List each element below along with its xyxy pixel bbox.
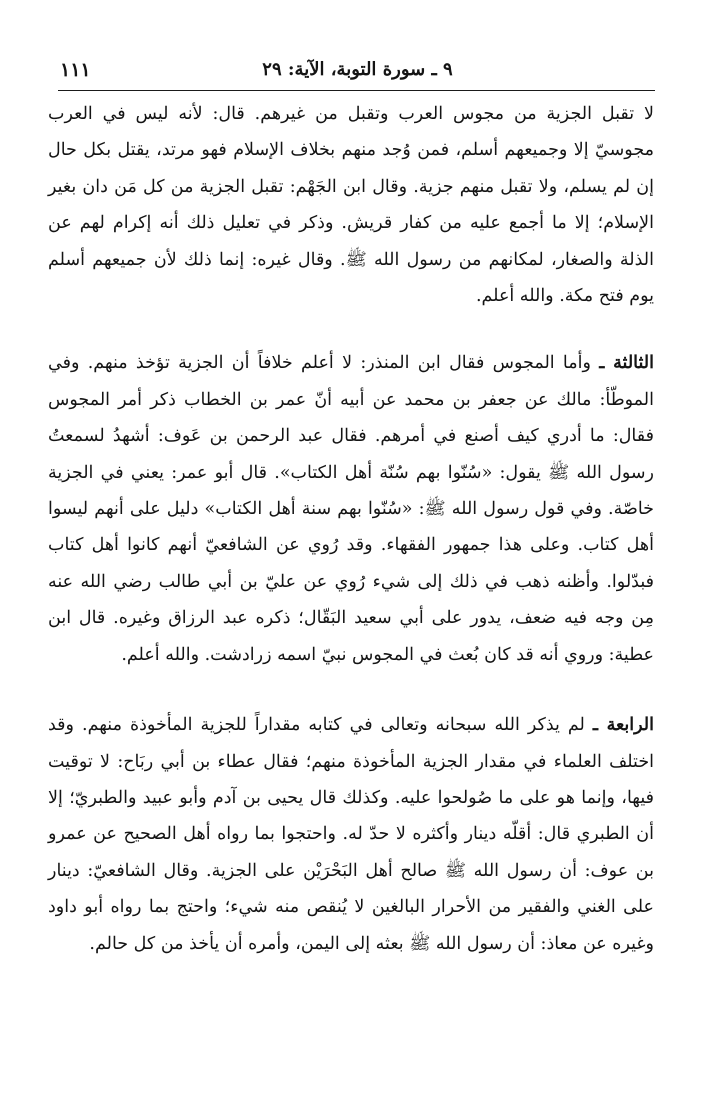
paragraph-text: لم يذكر الله سبحانه وتعالى في كتابه مقداراً للجزية المأخوذة منهم. وقد اختلف العلماء في مقدار الجزية المأخوذة منهم؛ فقال عطاء بن أبي ربَاح: لا توقيت فيها، وإنما هو على ما صُولحوا عليه. وكذلك قال يحيى بن آدم وأبو عبيد والطبريّ؛ إلا أن الطبري قال: أقلّه دينار وأكثره لا حدّ له. واحتجوا بما رواه أهل الصحيح عن عمرو بن عوف: أن رسول الله ﷺ صالح أهل البَحْرَيْن على الجزية. وقال الشافعيّ: دينار على الغني والفقير من الأحرار البالغين لا يُنقص منه شيء؛ واحتج بما رواه أبو داود وغيره عن معاذ: أن رسول الله ﷺ بعثه إلى اليمن، وأمره أن يأخذ من كل حالم.: [48, 715, 654, 954]
running-header: [60, 56, 655, 86]
paragraph-fourth-issue: [48, 707, 654, 962]
paragraph-text: وأما المجوس فقال ابن المنذر: لا أعلم خلافاً أن الجزية تؤخذ منهم. وفي الموطّأ: مالك عن جعفر بن محمد عن أبيه أنّ عمر بن الخطاب ذكر أمر المجوس فقال: ما أدري كيف أصنع في أمرهم. فقال عبد الرحمن بن عَوف: أشهدُ لسمعتُ رسول الله ﷺ يقول: «سُنّوا بهم سُنّة أهل الكتاب». قال أبو عمر: يعني في الجزية خاصّة. وفي قول رسول الله ﷺ: «سُنّوا بهم سنة أهل الكتاب» دليل على أنهم ليسوا أهل كتاب. وعلى هذا جمهور الفقهاء. وقد رُوي عن الشافعيّ أنهم كانوا أهل كتاب فبدّلوا. وأظنه ذهب في ذلك إلى شيء رُوي عن عليّ بن أبي طالب رضي الله عنه مِن وجه فيه ضعف، يدور على أبي سعيد البَقّال؛ ذكره عبد الرزاق وغيره. قال ابن عطية: وروي أنه قد كان بُعث في المجوس نبيّ اسمه زرادشت. والله أعلم.: [48, 353, 654, 665]
section-label: الثالثة ـ: [599, 353, 654, 374]
page-number: ١١١: [60, 59, 91, 81]
page-body: [48, 96, 654, 962]
header-divider: [58, 90, 655, 91]
paragraph-text: لا تقبل الجزية من مجوس العرب وتقبل من غيرهم. قال: لأنه ليس في العرب مجوسيّ إلا وجميعهم أسلم، فمن وُجد منهم بخلاف الإسلام فهو مرتد، يقتل بكل حال إن لم يسلم، ولا تقبل منهم جزية. وقال ابن الجَهْم: تقبل الجزية من كل مَن دان بغير الإسلام؛ إلا ما أجمع عليه من كفار قريش. وذكر في تعليل ذلك أنه إكرام لهم عن الذلة والصغار، لمكانهم من رسول الله ﷺ. وقال غيره: إنما ذلك لأن جميعهم أسلم يوم فتح مكة. والله أعلم.: [48, 104, 654, 307]
chapter-title: ٩ ـ سورة التوبة، الآية: ٢٩: [262, 59, 453, 80]
section-label: الرابعة ـ: [592, 715, 654, 736]
paragraph-continuation: [48, 96, 654, 314]
paragraph-third-issue: [48, 345, 654, 673]
